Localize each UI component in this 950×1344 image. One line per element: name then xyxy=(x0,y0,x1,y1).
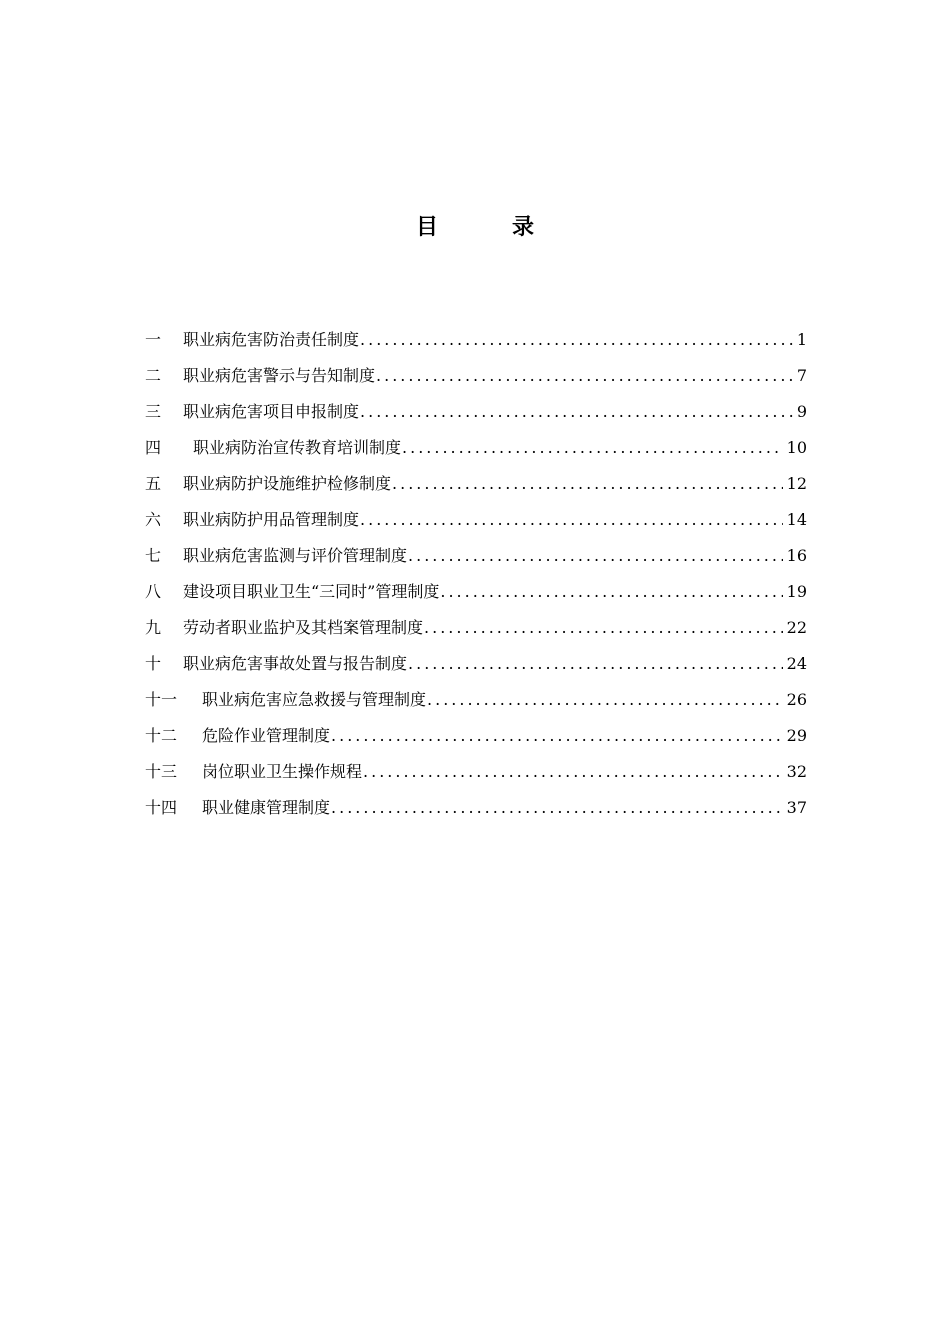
toc-entry-title: 职业病危害应急救援与管理制度 xyxy=(202,690,427,709)
toc-entry-page: 29 xyxy=(786,726,807,745)
toc-entry[interactable] xyxy=(145,682,807,718)
toc-entry[interactable] xyxy=(145,790,807,826)
toc-entry[interactable] xyxy=(145,754,807,790)
toc-leader-dots xyxy=(363,754,783,790)
toc-leader-dots xyxy=(360,502,783,538)
toc-entry-number: 九 xyxy=(145,618,162,637)
toc-entry-title: 职业病防护用品管理制度 xyxy=(183,510,360,529)
toc-entry-title: 职业病防护设施维护检修制度 xyxy=(183,474,392,493)
toc-entry[interactable] xyxy=(145,610,807,646)
toc-entry[interactable] xyxy=(145,502,807,538)
toc-entry-number: 六 xyxy=(145,510,162,529)
toc-entry-page: 19 xyxy=(786,582,807,601)
toc-entry-number: 十二 xyxy=(145,726,178,745)
toc-leader-dots xyxy=(402,430,783,466)
toc-entry-page: 16 xyxy=(786,546,807,565)
toc-leader-dots xyxy=(427,682,783,718)
toc-entry-page: 26 xyxy=(786,690,807,709)
toc-leader-dots xyxy=(331,718,783,754)
toc-leader-dots xyxy=(376,358,793,394)
toc-entry[interactable] xyxy=(145,358,807,394)
toc-entry-number: 十三 xyxy=(145,762,178,781)
toc-entry-title: 职业病防治宣传教育培训制度 xyxy=(193,438,402,457)
toc-entry-page: 22 xyxy=(786,618,807,637)
toc-entry-page: 12 xyxy=(786,474,807,493)
toc-entry-title: 职业病危害事故处置与报告制度 xyxy=(183,654,408,673)
toc-entry[interactable] xyxy=(145,646,807,682)
toc-entry-title: 岗位职业卫生操作规程 xyxy=(202,762,363,781)
toc-entry-title: 职业病危害监测与评价管理制度 xyxy=(183,546,408,565)
toc-entry-number: 十一 xyxy=(145,690,178,709)
toc-entry-page: 7 xyxy=(796,366,807,385)
toc-leader-dots xyxy=(408,646,783,682)
toc-entry-title: 劳动者职业监护及其档案管理制度 xyxy=(183,618,424,637)
toc-leader-dots xyxy=(392,466,783,502)
toc-list xyxy=(145,322,807,826)
toc-title: 目 录 xyxy=(415,214,560,240)
toc-entry-number: 五 xyxy=(145,474,162,493)
toc-leader-dots xyxy=(331,790,783,826)
toc-leader-dots xyxy=(440,574,782,610)
toc-entry-title: 职业病危害警示与告知制度 xyxy=(183,366,376,385)
toc-entry-page: 37 xyxy=(786,798,807,817)
toc-entry[interactable] xyxy=(145,538,807,574)
toc-leader-dots xyxy=(360,394,793,430)
toc-entry[interactable] xyxy=(145,322,807,358)
toc-entry-number: 十 xyxy=(145,654,162,673)
toc-entry-page: 32 xyxy=(786,762,807,781)
toc-entry[interactable] xyxy=(145,430,807,466)
toc-entry-page: 10 xyxy=(786,438,807,457)
toc-entry-number: 八 xyxy=(145,582,162,601)
toc-entry-title: 建设项目职业卫生“三同时”管理制度 xyxy=(183,582,440,601)
toc-entry[interactable] xyxy=(145,394,807,430)
toc-entry[interactable] xyxy=(145,574,807,610)
toc-entry-number: 一 xyxy=(145,330,162,349)
toc-leader-dots xyxy=(424,610,783,646)
toc-entry-number: 四 xyxy=(145,438,162,457)
toc-entry-page: 1 xyxy=(796,330,807,349)
toc-entry-title: 职业病危害防治责任制度 xyxy=(183,330,360,349)
toc-entry-page: 14 xyxy=(786,510,807,529)
toc-entry-number: 二 xyxy=(145,366,162,385)
toc-leader-dots xyxy=(360,322,793,358)
toc-entry-number: 三 xyxy=(145,402,162,421)
toc-entry-title: 危险作业管理制度 xyxy=(202,726,331,745)
toc-entry-number: 十四 xyxy=(145,798,178,817)
toc-entry-title: 职业病危害项目申报制度 xyxy=(183,402,360,421)
toc-entry[interactable] xyxy=(145,718,807,754)
toc-entry[interactable] xyxy=(145,466,807,502)
toc-entry-title: 职业健康管理制度 xyxy=(202,798,331,817)
toc-entry-page: 9 xyxy=(796,402,807,421)
toc-entry-page: 24 xyxy=(786,654,807,673)
toc-leader-dots xyxy=(408,538,783,574)
toc-entry-number: 七 xyxy=(145,546,162,565)
